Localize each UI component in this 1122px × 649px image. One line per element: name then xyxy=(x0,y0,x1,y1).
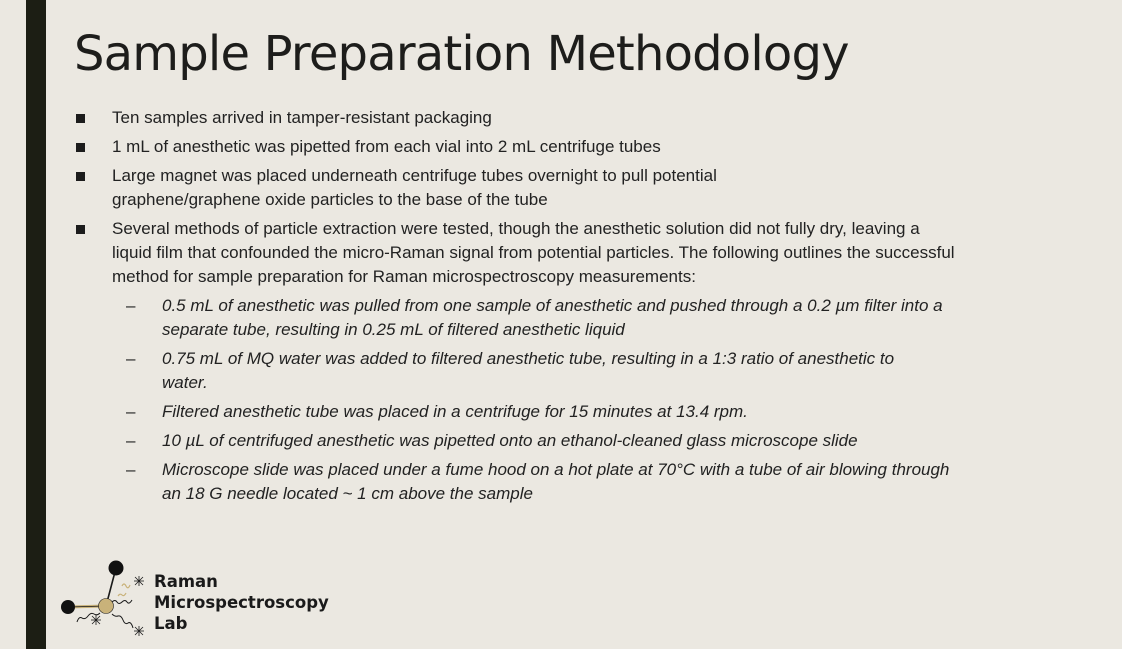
raman-lab-logo-icon xyxy=(58,558,153,643)
sub-bullet-text: Microscope slide was placed under a fume hood on a hot plate at 70°C with a tube of air blowing through an 18 G needle located ~ 1 cm above the sample xyxy=(162,460,950,503)
lab-name xyxy=(154,571,329,634)
bullet-item xyxy=(74,217,964,289)
sub-bullet-item xyxy=(74,429,1062,453)
left-accent-bar xyxy=(26,0,46,649)
sub-bullet-text: 0.75 mL of MQ water was added to filtered anesthetic tube, resulting in a 1:3 ratio of anesthetic to water. xyxy=(162,349,895,392)
sub-bullet-text: Filtered anesthetic tube was placed in a centrifuge for 15 minutes at 13.4 rpm. xyxy=(162,402,748,421)
dash-bullet-icon: – xyxy=(126,402,136,421)
bullet-text: Ten samples arrived in tamper-resistant packaging xyxy=(112,108,492,127)
square-bullet-icon xyxy=(76,225,85,234)
dash-bullet-icon: – xyxy=(126,431,136,450)
sub-bullet-text: 10 µL of centrifuged anesthetic was pipetted onto an ethanol-cleaned glass microscope slide xyxy=(162,431,858,450)
square-bullet-icon xyxy=(76,143,85,152)
lab-name-line: Raman xyxy=(154,572,218,591)
slide-title: Sample Preparation Methodology xyxy=(74,26,849,82)
square-bullet-icon xyxy=(76,114,85,123)
dash-bullet-icon: – xyxy=(126,460,136,479)
sub-bullet-item xyxy=(74,458,962,506)
bullet-item xyxy=(74,106,974,130)
bullet-item xyxy=(74,164,812,212)
bullet-item xyxy=(74,135,974,159)
dash-bullet-icon: – xyxy=(126,349,136,368)
lab-name-line: Microspectroscopy xyxy=(154,593,329,612)
bullet-text: 1 mL of anesthetic was pipetted from each vial into 2 mL centrifuge tubes xyxy=(112,137,661,156)
lab-name-line: Lab xyxy=(154,614,188,633)
bullet-text: Large magnet was placed underneath centrifuge tubes overnight to pull potential graphene/graphene oxide particles to the base of the tube xyxy=(112,166,717,209)
dash-bullet-icon: – xyxy=(126,296,136,315)
sub-bullet-text: 0.5 mL of anesthetic was pulled from one sample of anesthetic and pushed through a 0.2 µm filter into a separate tube, resulting in 0.25 mL of filtered anesthetic liquid xyxy=(162,296,943,339)
square-bullet-icon xyxy=(76,172,85,181)
sub-bullet-item xyxy=(74,294,962,342)
bullet-text: Several methods of particle extraction were tested, though the anesthetic solution did not fully dry, leaving a liquid film that confounded the micro-Raman signal from potential particles. The following outlines the successful method for sample preparation for Raman microspectroscopy measurements: xyxy=(112,219,955,286)
sub-bullet-item xyxy=(74,347,922,395)
sub-bullet-item xyxy=(74,400,962,424)
slide-body xyxy=(74,106,974,511)
